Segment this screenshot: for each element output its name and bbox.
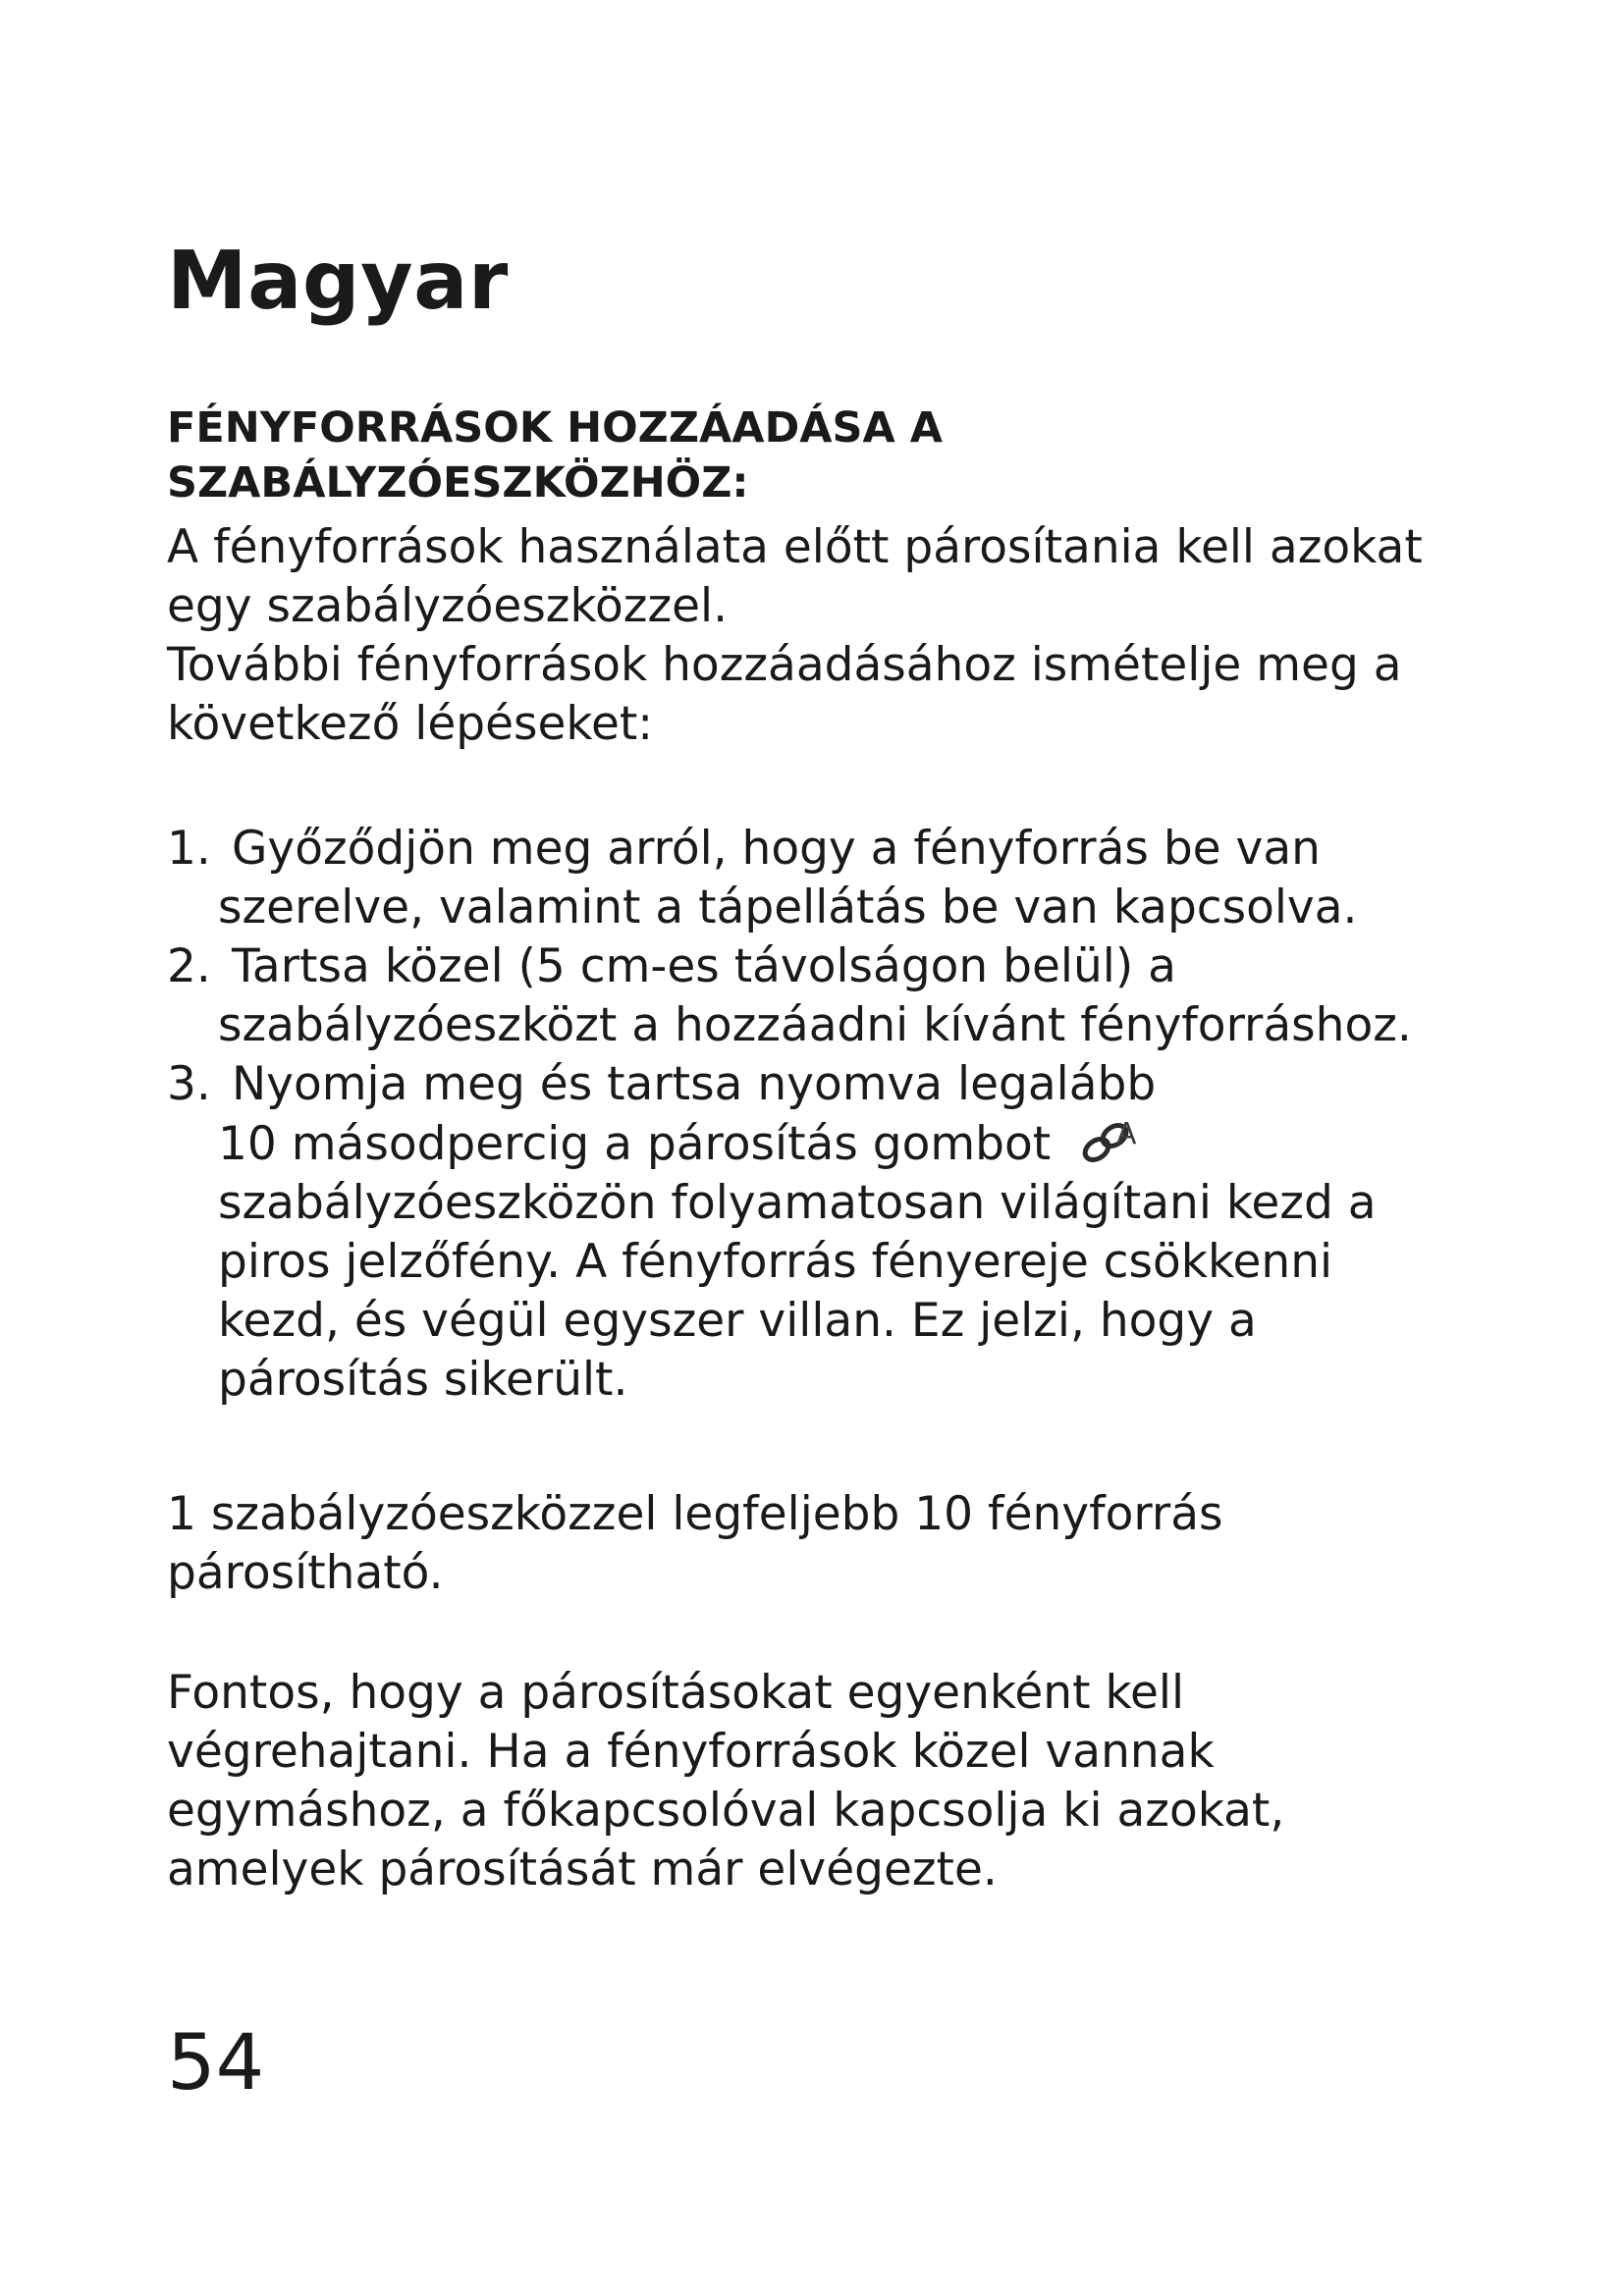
section-heading-line-2: SZABÁLYZÓESZKÖZHÖZ: (167, 458, 749, 507)
section-heading-line-1: FÉNYFORRÁSOK HOZZÁADÁSA A (167, 403, 944, 453)
page-title: Magyar (167, 235, 509, 328)
svg-text:A: A (1116, 1117, 1137, 1151)
pairing-limit-note (167, 1485, 1463, 1603)
step-line: Győződjön meg arról, hogy a fényforrás be van (232, 822, 1321, 876)
step-item (167, 820, 1483, 937)
note-line: amelyek párosítását már elvégezte. (167, 1842, 998, 1896)
step-item (167, 1055, 1483, 1410)
intro-paragraph (167, 518, 1463, 754)
steps-list (167, 820, 1483, 1410)
intro-line: A fényforrások használata előtt párosítania kell azokat (167, 520, 1423, 574)
step-line: párosítás sikerült. (218, 1353, 628, 1407)
step-line: kezd, és végül egyszer villan. Ez jelzi, hogy a (218, 1294, 1257, 1348)
step-line-with-icon (218, 1114, 1483, 1174)
step-line: szerelve, valamint a tápellátás be van kapcsolva. (218, 881, 1358, 934)
pairing-link-icon-graphic (1077, 1114, 1140, 1169)
step-line: Tartsa közel (5 cm-es távolságon belül) a (232, 939, 1176, 993)
note-line: végrehajtani. Ha a fényforrások közel vannak (167, 1725, 1215, 1779)
intro-line: egy szabályzóeszközzel. (167, 579, 729, 633)
step-line: szabályzóeszközt a hozzáadni kívánt fényforráshoz. (218, 998, 1412, 1052)
step-item (167, 937, 1483, 1055)
step-number: 2. (167, 939, 211, 993)
note-line: 1 szabályzóeszközzel legfeljebb 10 fényforrás (167, 1487, 1223, 1541)
step-number: 1. (167, 822, 211, 876)
note-line: párosítható. (167, 1546, 444, 1600)
intro-line: További fényforrások hozzáadásához ismételje meg a (167, 638, 1402, 692)
step-line: szabályzóeszközön folyamatosan világítani kezd a (218, 1176, 1377, 1230)
step-number: 3. (167, 1057, 211, 1111)
pairing-order-note (167, 1664, 1463, 1899)
step-line-text: 10 másodpercig a párosítás gombot (218, 1117, 1052, 1171)
step-line: Nyomja meg és tartsa nyomva legalább (232, 1057, 1157, 1111)
note-line: Fontos, hogy a párosításokat egyenként kell (167, 1666, 1185, 1720)
pairing-link-icon (1077, 1114, 1140, 1169)
section-heading (167, 400, 1463, 510)
step-line: piros jelzőfény. A fényforrás fényereje csökkenni (218, 1235, 1333, 1289)
manual-page (167, 0, 1463, 2296)
page-number: 54 (167, 2019, 265, 2108)
note-line: egymáshoz, a főkapcsolóval kapcsolja ki azokat, (167, 1784, 1285, 1838)
intro-line: következő lépéseket: (167, 697, 654, 751)
